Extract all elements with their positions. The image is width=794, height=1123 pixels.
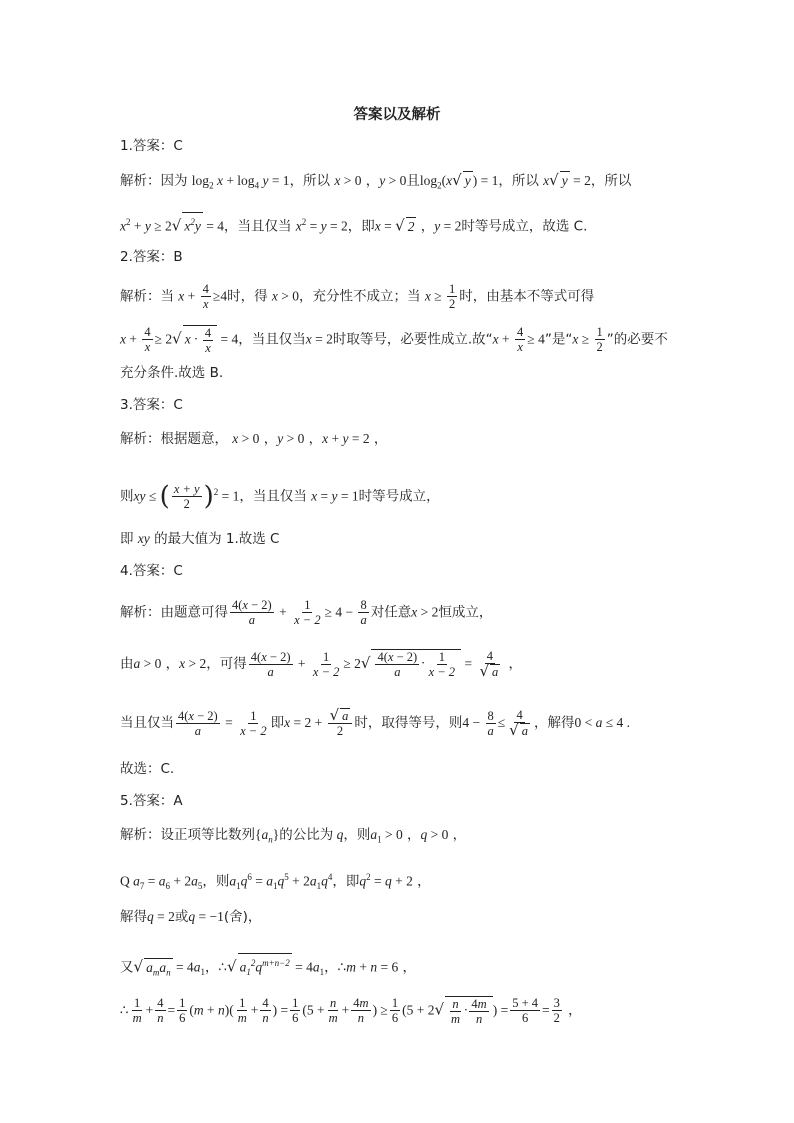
q5-answer: 5.答案：A	[120, 793, 183, 809]
q5-explanation-line4: 又√ $a_ma_n = 4a_1$，∴√ $a_1^2q^{m+n-2} = 4a_1$，∴m + n = 6 ，	[120, 953, 416, 981]
q3-answer: 3.答案：C	[120, 397, 183, 413]
q2-explanation-line1: 解析：当 x + $\frac{4}{x}$ ≥4时，得 x > 0，充分性不成立；当 x ≥ $\frac{1}{2}$ 时，由基本不等式可得	[120, 282, 595, 311]
q4-answer: 4.答案：C	[120, 563, 183, 579]
q5-explanation-line5: ∴ $\frac{1}{m}$ + $\frac{4}{n}$ = $\frac{1}{6}$ (m + n)( $\frac{1}{m}$ + $\frac{4}{n}$ ) = $\frac{1}{6}$ (5 + $\frac{n}{m}$ + $\frac{4m}{n}$ ) ≥ $\frac{1}{6}$ (5 + 2√ $\frac{n}{m}$ · $\frac{4m}{n}$ ) = $\frac{5 + 4}{6}$ = $\frac{3}{2}$ ，	[120, 996, 582, 1026]
page-title: 答案以及解析	[353, 107, 441, 123]
q1-explanation-line1: 解析：因为 $\log_2 x + \log_4 y = 1$，所以 x > 0 ，y > 0且$\log_2(x√$ y ) = 1，所以 x√ y = 2，所以	[120, 171, 632, 191]
q3-explanation-line3: 即 xy 的最大值为 1.故选 C	[120, 531, 280, 547]
q4-explanation-line2: 由a > 0 ，x > 2，可得 $\frac{4(x - 2)}{a}$ + $\frac{1}{x - 2}$ ≥ 2√ $\frac{4(x - 2)}{a}$ · $\frac{1}{x - 2}$ = $\frac{4}{√ a}$ ，	[120, 649, 523, 680]
q1-explanation-line2: $x^2 + y \ge 2√$ $x^2y = 4$，当且仅当 $x^2 = y = 2$，即x = √ 2 ，y = 2时等号成立，故选 C.	[120, 212, 587, 236]
q2-explanation-line2: x + $\frac{4}{x}$ ≥ 2√ x · $\frac{4}{x}$ = 4，当且仅当x = 2时取等号，必要性成立.故“x + $\frac{4}{x}$ ≥ 4”是“x ≥ $\frac{1}{2}$ ”的必要不	[120, 325, 668, 355]
q2-answer: 2.答案：B	[120, 249, 183, 265]
q4-explanation-line4: 故选：C.	[120, 761, 175, 777]
q5-explanation-line1: 解析：设正项等比数列$\{a_n\}$的公比为 q，则$a_1 > 0$ ，q > 0 ，	[120, 827, 467, 845]
q1-answer: 1.答案：C	[120, 138, 183, 154]
q5-explanation-line2: Q $a_7 = a_6 + 2a_5$，则$a_1q^6 = a_1q^5 + 2a_1q^4$，即$q^2 = q + 2$ ，	[120, 872, 431, 892]
q4-explanation-line3: 当且仅当 $\frac{4(x - 2)}{a}$ = $\frac{1}{x - 2}$ 即x = 2 + $\frac{√ a}{2}$ 时，取得等号，则4 − $\frac{8}{a}$ ≤ $\frac{4}{√ a}$ ，解得0 < a ≤ 4 .	[120, 706, 631, 739]
q5-explanation-line3: 解得q = 2或q = −1(舍)，	[120, 909, 262, 925]
q3-explanation-line1: 解析：根据题意， x > 0 ，y > 0 ，x + y = 2 ，	[120, 431, 388, 447]
q4-explanation-line1: 解析：由题意可得 $\frac{4(x - 2)}{a}$ + $\frac{1}{x - 2}$ ≥ 4 − $\frac{8}{a}$ 对任意x > 2恒成立，	[120, 598, 493, 627]
q3-explanation-line2: 则xy ≤ ( $\frac{x + y}{2}$ )$^2$ = 1，当且仅当 x = y = 1时等号成立，	[120, 481, 440, 512]
q2-explanation-line3: 充分条件.故选 B.	[120, 365, 224, 381]
